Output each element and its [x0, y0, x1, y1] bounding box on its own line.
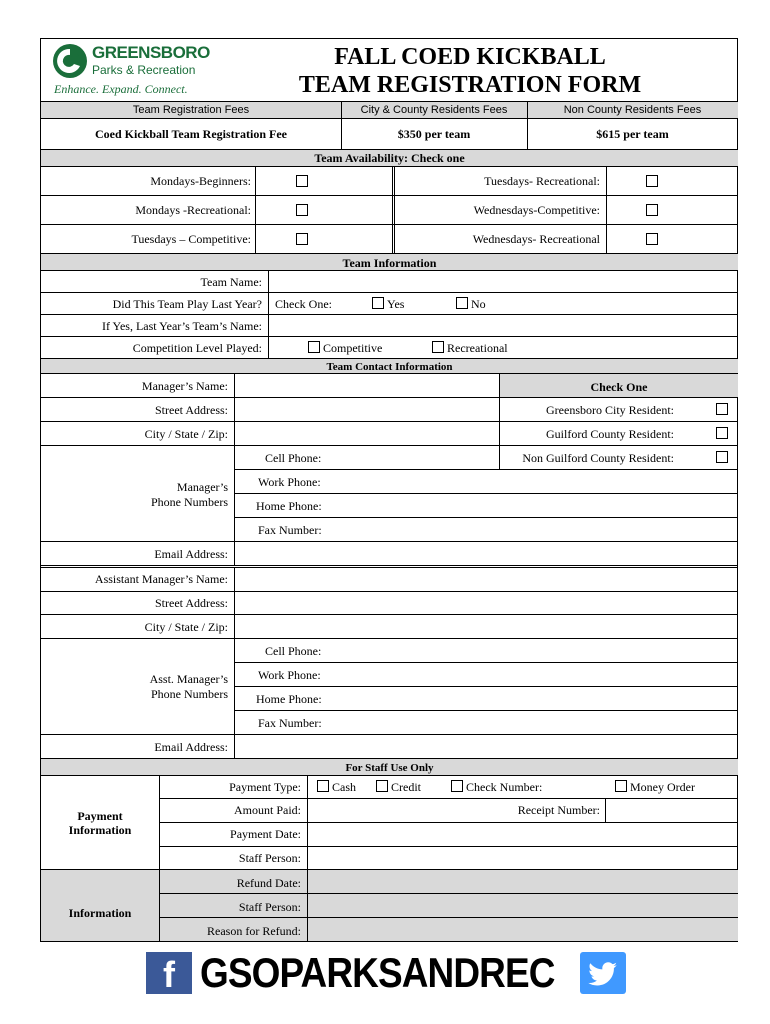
avail-mon-recreational-label: Mondays -Recreational:: [135, 203, 251, 217]
manager-home-label: Home Phone:: [256, 499, 322, 513]
payment-money-order-checkbox[interactable]: [615, 780, 627, 792]
availability-header: Team Availability: Check one: [314, 151, 465, 165]
team-info-header: Team Information: [342, 256, 437, 270]
asst-street-field[interactable]: [236, 593, 736, 613]
check-number-label: Check Number:: [466, 780, 543, 794]
resident-greensboro-label: Greensboro City Resident:: [546, 403, 674, 417]
manager-email-label: Email Address:: [154, 547, 228, 561]
level-competitive-checkbox[interactable]: [308, 341, 320, 353]
avail-wed-recreational-label: Wednesdays- Recreational: [472, 232, 600, 246]
manager-name-field[interactable]: [236, 375, 498, 396]
fee-nonresidents: $615 per team: [596, 127, 669, 141]
played-last-year-label: Did This Team Play Last Year?: [112, 297, 262, 311]
amount-paid-label: Amount Paid:: [233, 803, 301, 817]
level-recreational-checkbox[interactable]: [432, 341, 444, 353]
logo-tagline: Enhance. Expand. Connect.: [54, 82, 188, 96]
payment-cash-checkbox[interactable]: [317, 780, 329, 792]
avail-mon-beginners-label: Mondays-Beginners:: [150, 174, 251, 188]
payment-cash-label: Cash: [332, 780, 356, 794]
manager-cell-label: Cell Phone:: [265, 451, 322, 465]
refund-reason-field[interactable]: [309, 919, 737, 940]
fees-header-nonresidents: Non County Residents Fees: [563, 104, 702, 116]
avail-tue-competitive-label: Tuesdays – Competitive:: [131, 232, 251, 246]
asst-city-label: City / State / Zip:: [144, 620, 228, 634]
asst-email-label: Email Address:: [154, 740, 228, 754]
manager-email-field[interactable]: [236, 543, 736, 564]
manager-city-field[interactable]: [236, 423, 498, 444]
payment-credit-label: Credit: [391, 780, 421, 794]
manager-name-label: Manager’s Name:: [141, 379, 228, 393]
avail-wed-competitive-checkbox[interactable]: [646, 204, 658, 216]
logo-name: GREENSBORO: [92, 43, 210, 62]
played-yes-checkbox[interactable]: [372, 297, 384, 309]
twitter-bird-icon: [580, 952, 626, 994]
payment-staff-label: Staff Person:: [238, 851, 301, 865]
competition-level-label: Competition Level Played:: [132, 341, 262, 355]
residency-check-one: Check One: [590, 380, 648, 394]
refund-staff-label: Staff Person:: [238, 900, 301, 914]
avail-mon-recreational-checkbox[interactable]: [296, 204, 308, 216]
refund-info-label: Information: [68, 906, 132, 920]
level-competitive-label: Competitive: [323, 341, 383, 355]
refund-date-label: Refund Date:: [236, 876, 301, 890]
manager-phones-label-1: Manager’s: [176, 480, 228, 494]
avail-tue-competitive-checkbox[interactable]: [296, 233, 308, 245]
asst-city-field[interactable]: [236, 616, 736, 637]
avail-mon-beginners-checkbox[interactable]: [296, 175, 308, 187]
resident-greensboro-checkbox[interactable]: [716, 403, 728, 415]
form-title-line1: FALL COED KICKBALL: [334, 44, 606, 70]
refund-date-field[interactable]: [309, 871, 737, 892]
played-no-checkbox[interactable]: [456, 297, 468, 309]
receipt-number-label: Receipt Number:: [517, 803, 600, 817]
manager-street-field[interactable]: [236, 399, 498, 420]
payment-date-field[interactable]: [309, 824, 737, 845]
fees-header-team: Team Registration Fees: [132, 104, 250, 116]
resident-guilford-checkbox[interactable]: [716, 427, 728, 439]
asst-email-field[interactable]: [236, 736, 736, 757]
staff-header: For Staff Use Only: [345, 762, 434, 774]
receipt-number-field[interactable]: [607, 800, 737, 821]
resident-non-guilford-checkbox[interactable]: [716, 451, 728, 463]
fees-header-residents: City & County Residents Fees: [360, 104, 508, 116]
level-recreational-label: Recreational: [447, 341, 508, 355]
last-year-name-label: If Yes, Last Year’s Team’s Name:: [101, 319, 262, 333]
avail-tue-recreational-label: Tuesdays- Recreational:: [484, 174, 600, 188]
payment-date-label: Payment Date:: [230, 827, 301, 841]
asst-phones-label-2: Phone Numbers: [151, 687, 228, 701]
team-name-field[interactable]: [270, 272, 736, 291]
asst-street-label: Street Address:: [155, 596, 228, 610]
payment-info-label-1: Payment: [77, 809, 123, 823]
asst-name-field[interactable]: [236, 569, 736, 590]
manager-phones-label-2: Phone Numbers: [151, 495, 228, 509]
check-one-label: Check One:: [275, 297, 332, 311]
manager-city-label: City / State / Zip:: [144, 427, 228, 441]
last-year-name-field[interactable]: [270, 316, 736, 335]
fee-row-label: Coed Kickball Team Registration Fee: [95, 127, 287, 141]
payment-check-checkbox[interactable]: [451, 780, 463, 792]
played-yes-label: Yes: [387, 297, 405, 311]
played-no-label: No: [471, 297, 486, 311]
money-order-label: Money Order: [630, 780, 695, 794]
form-title-line2: TEAM REGISTRATION FORM: [298, 72, 642, 98]
avail-tue-recreational-checkbox[interactable]: [646, 175, 658, 187]
facebook-letter: f: [163, 954, 175, 995]
manager-work-label: Work Phone:: [258, 475, 321, 489]
avail-wed-competitive-label: Wednesdays-Competitive:: [473, 203, 600, 217]
payment-type-label: Payment Type:: [229, 780, 301, 794]
avail-wed-recreational-checkbox[interactable]: [646, 233, 658, 245]
resident-guilford-label: Guilford County Resident:: [546, 427, 674, 441]
asst-name-label: Assistant Manager’s Name:: [94, 572, 228, 586]
twitter-icon[interactable]: [580, 952, 626, 994]
payment-info-label-2: Information: [68, 823, 132, 837]
manager-fax-label: Fax Number:: [258, 523, 322, 537]
logo-emblem-icon: [52, 42, 88, 80]
resident-non-guilford-label: Non Guilford County Resident:: [522, 451, 674, 465]
refund-reason-label: Reason for Refund:: [207, 924, 301, 938]
fee-residents: $350 per team: [397, 127, 471, 141]
asst-cell-label: Cell Phone:: [265, 644, 322, 658]
asst-work-label: Work Phone:: [258, 668, 321, 682]
facebook-icon[interactable]: [146, 952, 192, 994]
manager-street-label: Street Address:: [155, 403, 228, 417]
team-name-label: Team Name:: [200, 275, 262, 289]
asst-fax-label: Fax Number:: [258, 716, 322, 730]
asst-home-label: Home Phone:: [256, 692, 322, 706]
asst-phones-label-1: Asst. Manager’s: [149, 672, 228, 686]
payment-staff-field[interactable]: [309, 848, 737, 868]
payment-credit-checkbox[interactable]: [376, 780, 388, 792]
contact-header: Team Contact Information: [326, 361, 453, 373]
logo-subtitle: Parks & Recreation: [92, 63, 196, 77]
social-handle: GSOPARKSANDREC: [200, 949, 555, 996]
greensboro-logo: [52, 42, 242, 98]
refund-staff-field[interactable]: [309, 895, 737, 916]
